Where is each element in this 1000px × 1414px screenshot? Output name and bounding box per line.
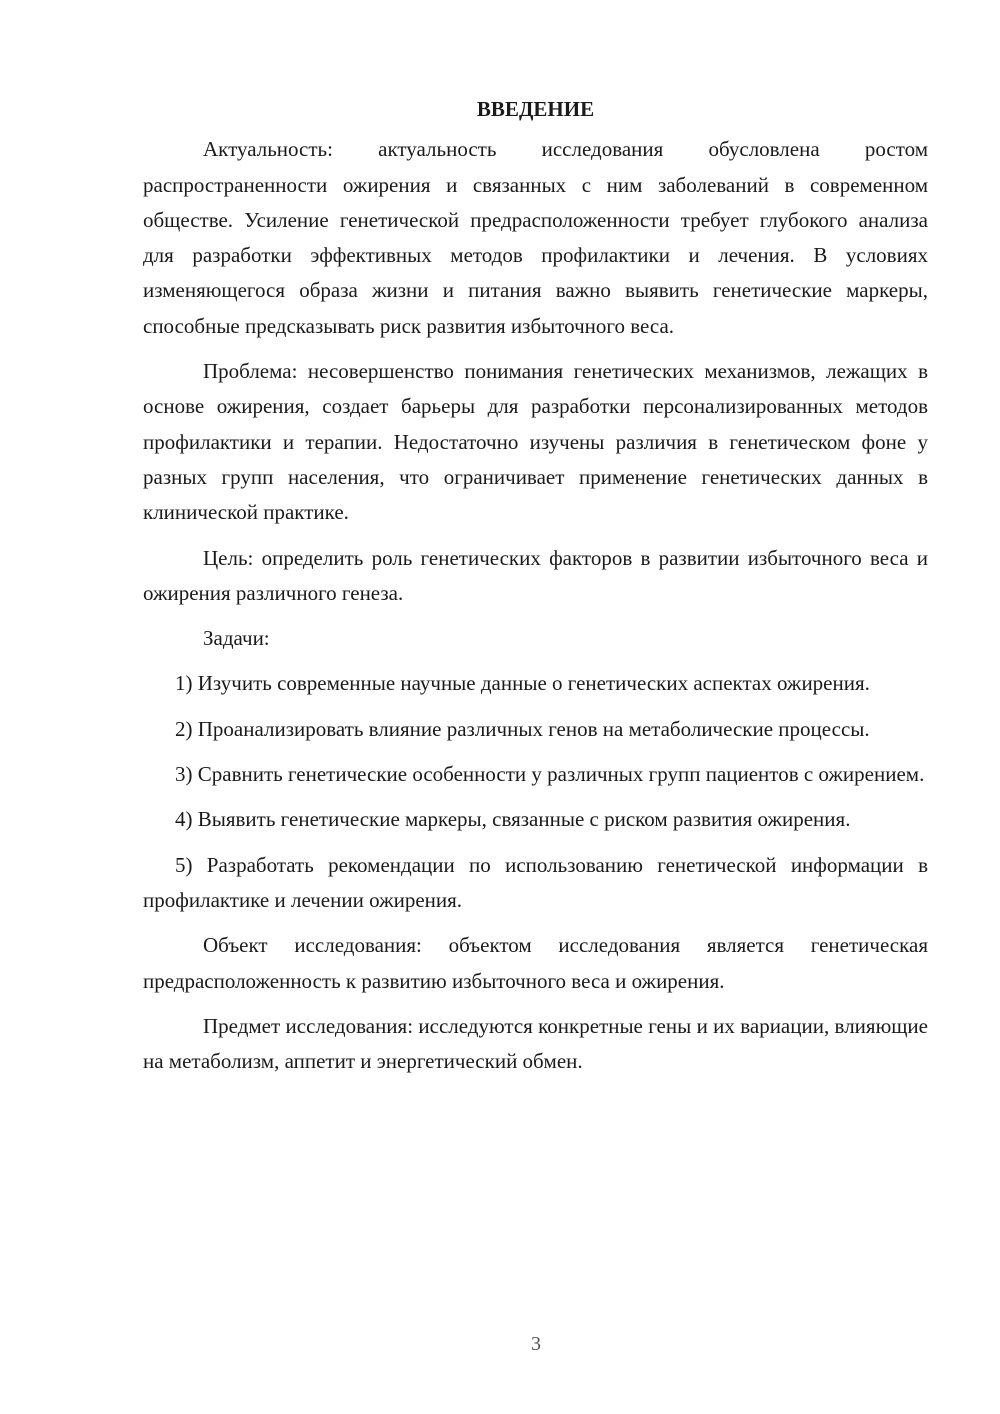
task-item: 4) Выявить генетические маркеры, связанные с риском развития ожирения. — [175, 807, 851, 832]
tasks-list — [143, 666, 928, 918]
task-item: 3) Сравнить генетические особенности у различных групп пациентов с ожирением. — [175, 762, 925, 787]
page-number: 3 — [531, 1333, 541, 1355]
problem-paragraph: Проблема: несовершенство понимания генетических механизмов, лежащих в основе ожирения, создает барьеры для разработки персонализированных методов профилактики и терапии. Недостаточно изучены различия в генетическом фоне у разных групп населения, что ограничивает применение генетических данных в клинической практике. — [143, 359, 928, 525]
task-item: 5) Разработать рекомендации по использованию генетической информации в профилактике и лечении ожирения. — [143, 852, 928, 912]
relevance-paragraph: Актуальность: актуальность исследования обусловлена ростом распространенности ожирения и связанных с ним заболеваний в современном обществе. Усиление генетической предрасположенности требует глубокого анализа для разработки эффективных методов профилактики и лечения. В условиях изменяющегося образа жизни и питания важно выявить генетические маркеры, способные предсказывать риск развития избыточного веса. — [143, 137, 928, 338]
subject-paragraph: Предмет исследования: исследуются конкретные гены и их вариации, влияющие на метаболизм, аппетит и энергетический обмен. — [143, 1013, 928, 1074]
page-content — [143, 92, 928, 1089]
task-item: 2) Проанализировать влияние различных генов на метаболические процессы. — [175, 716, 870, 741]
task-item: 1) Изучить современные научные данные о генетических аспектах ожирения. — [175, 671, 870, 696]
object-paragraph: Объект исследования: объектом исследования является генетическая предрасположенность к развитию избыточного веса и ожирения. — [143, 933, 928, 993]
section-heading: ВВЕДЕНИЕ — [476, 97, 595, 121]
goal-paragraph: Цель: определить роль генетических факторов в развитии избыточного веса и ожирения различного генеза. — [143, 545, 928, 605]
tasks-label: Задачи: — [203, 626, 270, 651]
